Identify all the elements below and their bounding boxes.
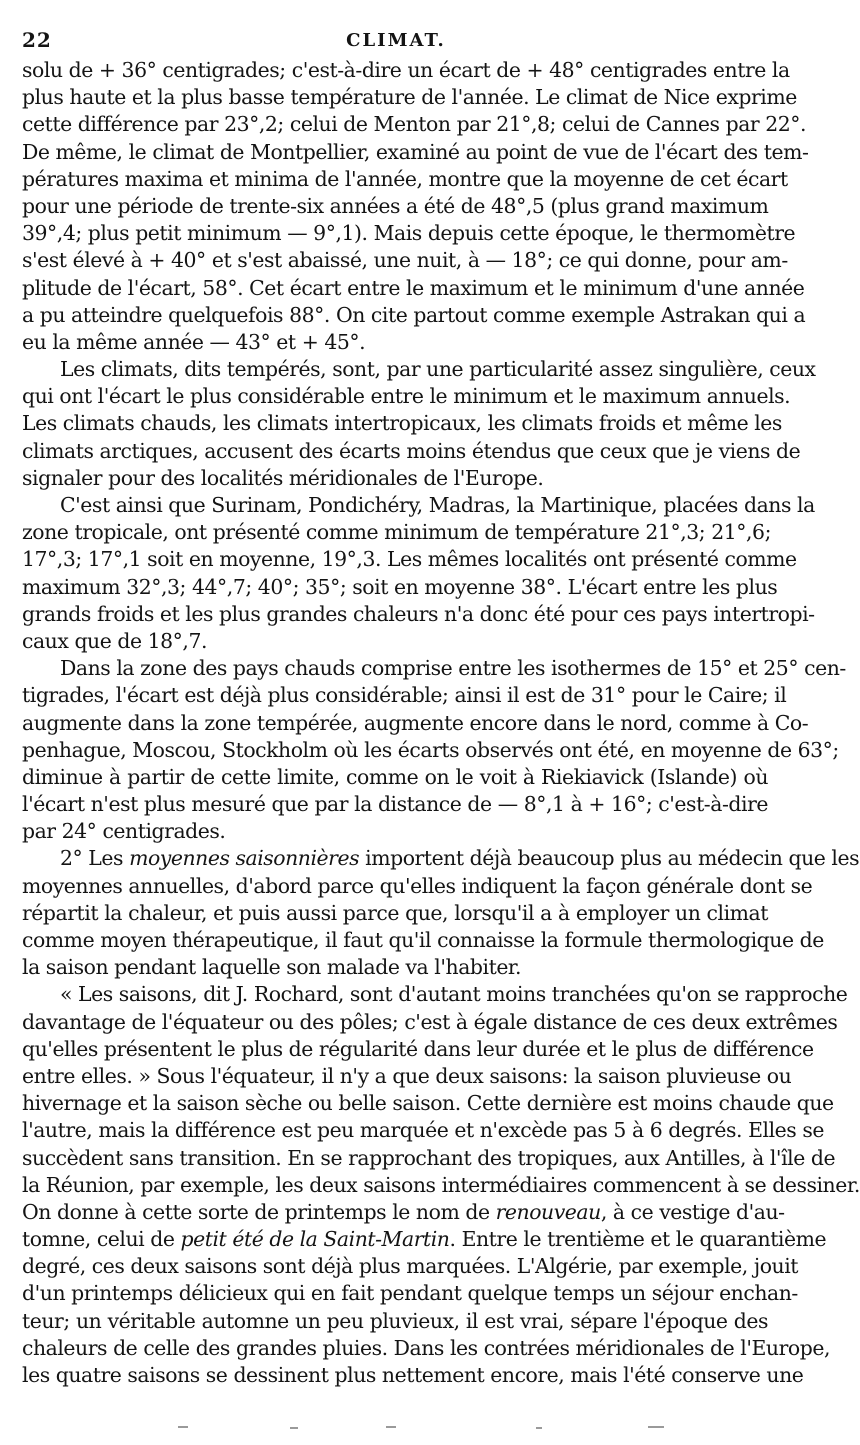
- text-line: 17°,3; 17°,1 soit en moyenne, 19°,3. Les mêmes localités ont présenté comme: [22, 547, 797, 572]
- text-line: tigrades, l'écart est déjà plus considérable; ainsi il est de 31° pour le Caire; il: [22, 683, 787, 708]
- text-line: chaleurs de celle des grandes pluies. Dans les contrées méridionales de l'Europe,: [22, 1335, 830, 1360]
- text-line: De même, le climat de Montpellier, examiné au point de vue de l'écart des tem-: [22, 139, 809, 164]
- text-line: eu la même année — 43° et + 45°.: [22, 329, 366, 354]
- text-line: degré, ces deux saisons sont déjà plus marquées. L'Algérie, par exemple, jouit: [22, 1254, 799, 1279]
- text-line: davantage de l'équateur ou des pôles; c'est à égale distance de ces deux extrêmes: [22, 1009, 838, 1034]
- text-line: Les climats chauds, les climats intertropicaux, les climats froids et même les: [22, 411, 782, 436]
- text-line: les quatre saisons se dessinent plus nettement encore, mais l'été conserve une: [22, 1363, 804, 1387]
- bottom-scan-marks: [0, 1424, 800, 1430]
- text-line: « Les saisons, dit J. Rochard, sont d'autant moins tranchées qu'on se rapproche: [60, 982, 848, 1007]
- text-line: la Réunion, par exemple, les deux saisons intermédiaires commencent à se dessiner.: [22, 1172, 860, 1197]
- text-line: On donne à cette sorte de printemps le nom de renouveau, à ce vestige d'au-: [22, 1199, 785, 1224]
- scan-mark: [648, 1426, 664, 1428]
- text-line: qu'elles présentent le plus de régularité dans leur durée et le plus de différence: [22, 1036, 814, 1061]
- text-line: qui ont l'écart le plus considérable entre le minimum et le maximum annuels.: [22, 384, 791, 409]
- text-line: Les climats, dits tempérés, sont, par une particularité assez singulière, ceux: [60, 357, 816, 382]
- text-line: teur; un véritable automne un peu pluvieux, il est vrai, sépare l'époque des: [22, 1308, 768, 1333]
- text-line: plitude de l'écart, 58°. Cet écart entre le maximum et le minimum d'une année: [22, 275, 805, 300]
- text-line: tomne, celui de petit été de la Saint-Martin. Entre le trentième et le quarantième: [22, 1227, 827, 1252]
- text-line: maximum 32°,3; 44°,7; 40°; 35°; soit en moyenne 38°. L'écart entre les plus: [22, 574, 778, 599]
- text-line: par 24° centigrades.: [22, 819, 226, 844]
- text-line: diminue à partir de cette limite, comme on le voit à Riekiavick (Islande) où: [22, 764, 768, 789]
- text-line: grands froids et les plus grandes chaleurs n'a donc été pour ces pays intertropi-: [22, 601, 815, 626]
- scan-mark: [536, 1427, 542, 1429]
- text-line: moyennes annuelles, d'abord parce qu'elles indiquent la façon générale dont se: [22, 873, 813, 898]
- running-head: CLIMAT.: [346, 30, 446, 51]
- text-line: 2° Les moyennes saisonnières importent déjà beaucoup plus au médecin que les: [60, 846, 860, 871]
- scan-mark: [386, 1426, 396, 1428]
- text-line: pératures maxima et minima de l'année, montre que la moyenne de cet écart: [22, 166, 788, 191]
- text-line: la saison pendant laquelle son malade va l'habiter.: [22, 955, 522, 980]
- scan-mark: [290, 1427, 298, 1429]
- text-line: cette différence par 23°,2; celui de Menton par 21°,8; celui de Cannes par 22°.: [22, 112, 807, 137]
- text-line: Dans la zone des pays chauds comprise entre les isothermes de 15° et 25° cen-: [60, 656, 846, 681]
- text-line: plus haute et la plus basse température de l'année. Le climat de Nice exprime: [22, 85, 797, 110]
- text-line: solu de + 36° centigrades; c'est-à-dire un écart de + 48° centigrades entre la: [22, 58, 790, 82]
- page-number: 22: [22, 28, 52, 52]
- text-line: l'autre, mais la différence est peu marquée et n'excède pas 5 à 6 degrés. Elles se: [22, 1118, 824, 1143]
- page-header: [22, 28, 770, 54]
- body-text: [22, 57, 860, 1389]
- text-line: l'écart n'est plus mesuré que par la distance de — 8°,1 à + 16°; c'est-à-dire: [22, 792, 768, 817]
- text-line: hivernage et la saison sèche ou belle saison. Cette dernière est moins chaude que: [22, 1091, 834, 1116]
- text-line: comme moyen thérapeutique, il faut qu'il connaisse la formule thermologique de: [22, 928, 824, 952]
- text-line: augmente dans la zone tempérée, augmente encore dans le nord, comme à Co-: [22, 710, 809, 735]
- scan-mark: [178, 1426, 188, 1428]
- text-line: penhague, Moscou, Stockholm où les écarts observés ont été, en moyenne de 63°;: [22, 737, 839, 762]
- text-line: a pu atteindre quelquefois 88°. On cite partout comme exemple Astrakan qui a: [22, 302, 806, 327]
- text-line: s'est élevé à + 40° et s'est abaissé, une nuit, à — 18°; ce qui donne, pour am-: [22, 248, 788, 273]
- text-line: répartit la chaleur, et puis aussi parce que, lorsqu'il a à employer un climat: [22, 900, 768, 925]
- text-line: C'est ainsi que Surinam, Pondichéry, Madras, la Martinique, placées dans la: [60, 493, 815, 517]
- text-line: zone tropicale, ont présenté comme minimum de température 21°,3; 21°,6;: [22, 520, 771, 545]
- text-line: climats arctiques, accusent des écarts moins étendus que ceux que je viens de: [22, 438, 801, 463]
- text-line: caux que de 18°,7.: [22, 628, 208, 653]
- text-line: signaler pour des localités méridionales de l'Europe.: [22, 465, 544, 490]
- text-line: d'un printemps délicieux qui en fait pendant quelque temps un séjour enchan-: [22, 1281, 798, 1306]
- text-line: succèdent sans transition. En se rapprochant des tropiques, aux Antilles, à l'île de: [22, 1145, 836, 1170]
- text-line: pour une période de trente-six années a été de 48°,5 (plus grand maximum: [22, 193, 769, 218]
- text-line: 39°,4; plus petit minimum — 9°,1). Mais depuis cette époque, le thermomètre: [22, 221, 796, 246]
- text-line: entre elles. » Sous l'équateur, il n'y a que deux saisons: la saison pluvieuse ou: [22, 1063, 792, 1088]
